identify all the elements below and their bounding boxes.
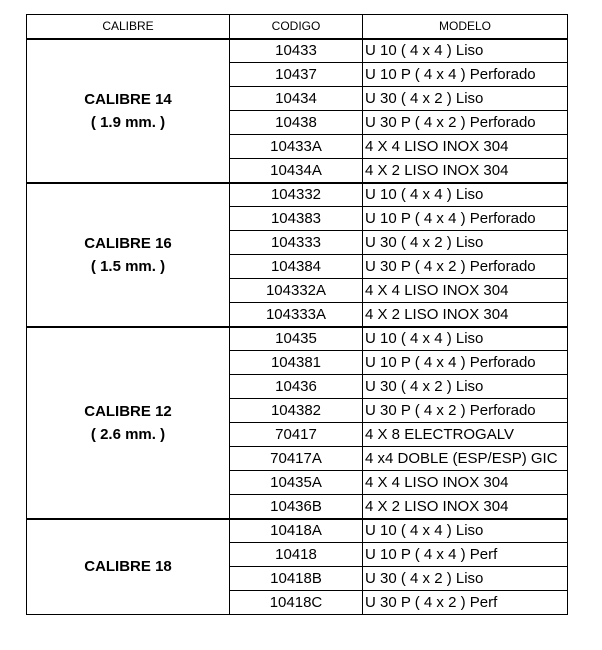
codigo-cell: 104381 [230, 351, 363, 375]
modelo-cell: U 30 ( 4 x 2 ) Liso [363, 231, 568, 255]
codigo-cell: 70417A [230, 447, 363, 471]
codigo-cell: 104333A [230, 303, 363, 327]
modelo-cell: U 30 P ( 4 x 2 ) Perforado [363, 255, 568, 279]
codigo-cell: 10433A [230, 135, 363, 159]
codigo-cell: 10418 [230, 543, 363, 567]
codigo-cell: 10435 [230, 327, 363, 351]
modelo-cell: 4 X 2 LISO INOX 304 [363, 495, 568, 519]
table-row [27, 39, 568, 63]
table-row [27, 519, 568, 543]
calibre-name: CALIBRE 16 [84, 234, 172, 252]
modelo-cell: U 10 P ( 4 x 4 ) Perf [363, 543, 568, 567]
modelo-cell: 4 X 4 LISO INOX 304 [363, 279, 568, 303]
calibre-group-cell [27, 519, 230, 615]
codigo-cell: 10418C [230, 591, 363, 615]
codigo-cell: 104332 [230, 183, 363, 207]
modelo-cell: U 10 ( 4 x 4 ) Liso [363, 327, 568, 351]
modelo-cell: U 10 P ( 4 x 4 ) Perforado [363, 63, 568, 87]
codigo-cell: 10418A [230, 519, 363, 543]
codigo-cell: 10433 [230, 39, 363, 63]
calibre-size: ( 1.5 mm. ) [90, 257, 166, 275]
codigo-cell: 10435A [230, 471, 363, 495]
codigo-cell: 10434 [230, 87, 363, 111]
codigo-cell: 10437 [230, 63, 363, 87]
header-row [27, 15, 568, 39]
catalog-body [27, 39, 568, 615]
modelo-cell: U 10 P ( 4 x 4 ) Perforado [363, 351, 568, 375]
calibre-group-cell [27, 327, 230, 519]
modelo-cell: U 30 ( 4 x 2 ) Liso [363, 87, 568, 111]
codigo-cell: 104382 [230, 399, 363, 423]
modelo-cell: U 10 ( 4 x 4 ) Liso [363, 183, 568, 207]
codigo-cell: 10436B [230, 495, 363, 519]
codigo-cell: 104384 [230, 255, 363, 279]
modelo-cell: 4 x4 DOBLE (ESP/ESP) GIC [363, 447, 568, 471]
calibre-name: CALIBRE 12 [84, 402, 172, 420]
codigo-cell: 70417 [230, 423, 363, 447]
codigo-cell: 10436 [230, 375, 363, 399]
modelo-cell: 4 X 8 ELECTROGALV [363, 423, 568, 447]
table-row [27, 327, 568, 351]
calibre-size: ( 1.9 mm. ) [90, 113, 166, 131]
modelo-cell: U 30 P ( 4 x 2 ) Perforado [363, 399, 568, 423]
calibre-group-cell [27, 183, 230, 327]
modelo-cell: U 30 ( 4 x 2 ) Liso [363, 375, 568, 399]
calibre-catalog-table [26, 14, 568, 615]
codigo-cell: 10434A [230, 159, 363, 183]
modelo-cell: 4 X 2 LISO INOX 304 [363, 159, 568, 183]
calibre-name: CALIBRE 14 [84, 90, 172, 108]
modelo-cell: U 10 ( 4 x 4 ) Liso [363, 39, 568, 63]
codigo-cell: 104332A [230, 279, 363, 303]
header-modelo: MODELO [363, 15, 568, 39]
table-row [27, 183, 568, 207]
codigo-cell: 104333 [230, 231, 363, 255]
calibre-name: CALIBRE 18 [84, 558, 172, 576]
header-codigo: CODIGO [230, 15, 363, 39]
codigo-cell: 104383 [230, 207, 363, 231]
modelo-cell: U 30 ( 4 x 2 ) Liso [363, 567, 568, 591]
modelo-cell: 4 X 4 LISO INOX 304 [363, 135, 568, 159]
calibre-group-cell [27, 39, 230, 183]
codigo-cell: 10438 [230, 111, 363, 135]
modelo-cell: U 30 P ( 4 x 2 ) Perf [363, 591, 568, 615]
calibre-size: ( 2.6 mm. ) [90, 425, 166, 443]
codigo-cell: 10418B [230, 567, 363, 591]
modelo-cell: U 30 P ( 4 x 2 ) Perforado [363, 111, 568, 135]
modelo-cell: 4 X 2 LISO INOX 304 [363, 303, 568, 327]
modelo-cell: 4 X 4 LISO INOX 304 [363, 471, 568, 495]
header-calibre: CALIBRE [27, 15, 230, 39]
modelo-cell: U 10 ( 4 x 4 ) Liso [363, 519, 568, 543]
modelo-cell: U 10 P ( 4 x 4 ) Perforado [363, 207, 568, 231]
